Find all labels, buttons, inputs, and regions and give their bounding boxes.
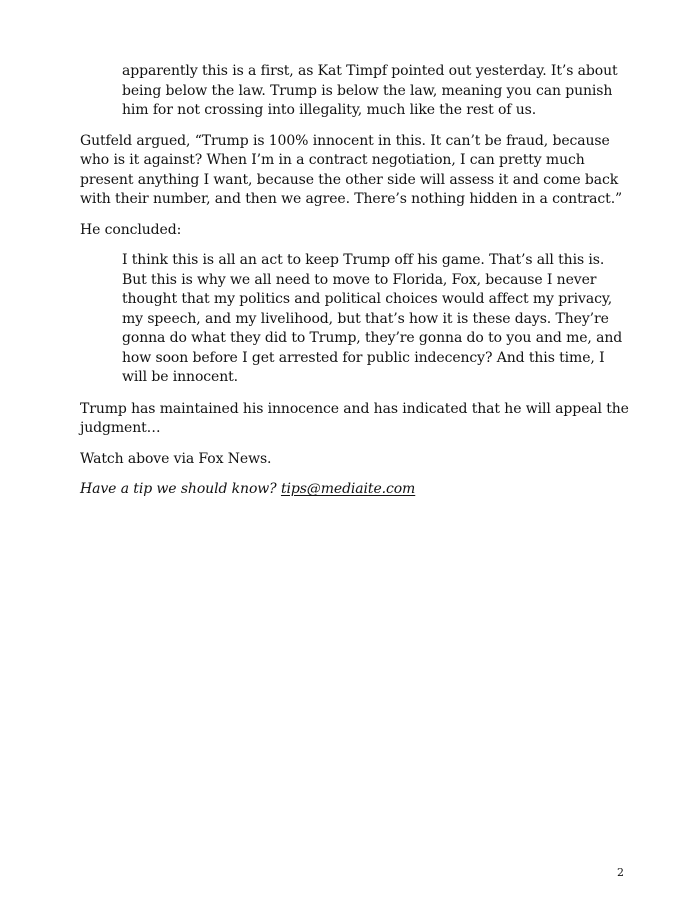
- tip-paragraph: [80, 480, 640, 500]
- article-body: [80, 62, 640, 500]
- conclusion-quote: I think this is all an act to keep Trump off his game. That’s all this is. But this is why we all need to move to Florida, Fox, because I never thought that my politics and political choices would affect my privacy, my speech, and my livelihood, but that’s how it is these days. They’re gonna do what they did to Trump, they’re gonna do to you and me, and how soon before I get arrested for public indecency? And this time, I will be innocent.: [122, 252, 623, 385]
- gutfeld-argued-paragraph: Gutfeld argued, “Trump is 100% innocent in this. It can’t be fraud, because who is it against? When I’m in a contract negotiation, I can pretty much present anything I want, because the other side will assess it and come back with their number, and then we agree. There’s nothing hidden in a contract.”: [80, 132, 623, 207]
- trump-innocence-paragraph: Trump has maintained his innocence and has indicated that he will appeal the judgment…: [80, 400, 629, 436]
- quote-continuation: apparently this is a first, as Kat Timpf pointed out yesterday. It’s about being below the law. Trump is below the law, meaning you can punish him for not crossing into illegality, much like the rest of us.: [122, 63, 618, 118]
- tip-prompt: Have a tip we should know?: [80, 481, 277, 497]
- watch-above-paragraph: Watch above via Fox News.: [80, 450, 272, 467]
- tip-email-link[interactable]: tips@mediaite.com: [280, 481, 416, 497]
- page-number: 2: [617, 866, 624, 879]
- he-concluded-paragraph: He concluded:: [80, 221, 182, 238]
